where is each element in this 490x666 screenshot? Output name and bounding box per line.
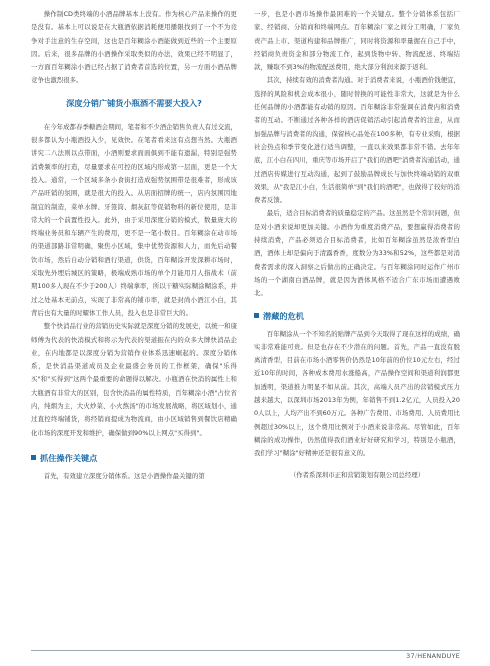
page-number: 37 xyxy=(406,652,415,660)
right-column xyxy=(254,8,460,482)
spacer xyxy=(31,440,237,452)
spacer xyxy=(31,88,237,97)
intro-paragraph: 操作制CD类终端的小酒品牌基本上没有。作为核心产品来操作的更是没有。基本上可以说是在大瓶酒依据消耗便用播限找到了一个不为竞争对手注意的生存空间，这也是百年糊涂小酒能做到近些的一个主要原因。后来，很多品牌的小酒操作采取类似的办法，效果已经不明显了，一方面百年糊涂小酒已经占据了消费者首选的位置，另一方面小酒品牌竞争也激烈很多。 xyxy=(31,10,237,85)
section-heading-distribution: 深度分销广铺货小瓶酒不需要大投入? xyxy=(66,97,202,108)
body-paragraph: 首先，有效建立深度分销体系。这是小酒操作最关键的第 xyxy=(43,471,205,480)
body-paragraph: 百年糊涂从一个不知名的贴牌产品到今天取得了现在这样的成绩，确实非常难能可贵。但是也存在不少潜在的问题。首先，产品一直没有脱离清香型，目前在市场小酒零售价仍然是10年前的价位10元左右，经过近10年的时间，各种成本费用水涨船高，产品操作空间和渠道利润都更加透明，渠道推力明显不如从前。其次，高端人员产出的营销模式压力越来越大，以深圳市场2013年为例，年销售不到1.2亿元，人员投入200人以上，人均产出不到60万元。各种广告费用、市场费用、人员费用比例超过30%以上，这个费用比例对于小酒来说非常高。尽管如此，百年糊涂的成功操作，仍然值得我们酒业好好研究和学习，特别是小瓶酒，我们学习"糊涂"好精神还是很有意义的。 xyxy=(254,329,461,458)
heading-bullet-icon xyxy=(31,455,36,460)
body-paragraph: 其次，持续有效的消费者沟通。对于消费者来说，小瓶酒价钱便宜，选择的风险和机会成本很小，随时替换的可能性非常大，这就是为什么任何品牌的小酒都能有动销的原因。百年糊涂非常强调在消费内和消费者的互动。不断通过各种各样的酒店促销活动引起消费者的注意，从而加强品牌与消费者的沟通，保留核心品处在100多种，有专业采购，根据社会热点和季节变化进行适当调整，一直以来效果都非常不错。去年年底，江小白在四川，重庆等市场开启了"我们的酒吧"消费者沟通活动，通过酒店传媒进行互动沟通，起到了鼓励品牌成长与加快终端动销的双重效果，从"我是江小白，生活很简单"到"我们的酒吧"，也做得了较好的消费者反馈。 xyxy=(254,76,461,205)
footer-rule xyxy=(31,650,460,651)
section-heading-key-points-text: 抓住操作关键点 xyxy=(40,452,98,463)
section-heading-crisis-text: 潜藏的危机 xyxy=(263,310,304,321)
page-footer xyxy=(406,652,460,660)
author-byline: （作者系深圳市正和营销策划有限公司总经理） xyxy=(289,470,425,479)
magazine-name: HENANDUYE xyxy=(417,652,460,660)
footer-separator: / xyxy=(414,652,418,660)
spacer xyxy=(254,301,460,310)
heading-bullet-icon xyxy=(254,313,259,318)
spacer xyxy=(31,110,237,121)
spacer xyxy=(254,461,460,469)
body-paragraph-continued: 一步，也是小酒市场操作最困难的一个关键点。整个分销体系包括厂家、经销商、分销商和终端网点。百年糊涂厂家之间分工明确，厂家负责产品上市、渠道构建和品牌推广，同时将资源和率量握在自己手中，经销商负责资金和部分物流工作，起到货物中转、物流配送、终端结款，赚取不到3%的物流配送费用，绝大部分利润来源于返利。 xyxy=(254,10,460,72)
section-heading-crisis xyxy=(254,310,460,323)
body-paragraph: 在今年成都春季糖酒会期间，笔者和不少酒企销售负责人有过交流，很多都认为小瓶酒投入少，见效快。在笔者看来这有点想当然。大瓶酒讲究二八法则以点带面，小酒则要求面面俱到不能有遗漏，特别是强势消费频率的打造，尽量要求在可控的区域内形成第一层面，更是一个大投入。通常，一个区域多条小食街打造成强势氛围带是很难者，形成该产品旺销的氛围，就是很大的投入。从店面招牌的统一，店内氛围因地制宜的制造，菜单水牌、牙签筒、烟灰缸等促销物料的新位使用，是非常大的一个前置性投入。此外，由于采用深度分销的模式，数量庞大的终端业务员和车辆产生的费用，更不是一笔小数目。百年糊涂在动市场的渠道部路非常明确，聚焦小区域，集中优势资源和人力，而先后动餐饮市场，然后自动分销和酒行渠道，供货，百年糊涂开发深耕市场时，采取先外埋后城区的策略，极端成熟市场的单个月能用月人指战术（前期100多人现在不少于200人）终端拿率，所以干糖实际糊涂糊涂系，并过之处基本无前点，实现了非常高的铺市率，就是封尚小酒江小白，其背后也有大量的时耀体工作人员，投入也是非常巨大的。 xyxy=(31,122,238,317)
left-column xyxy=(31,8,237,483)
section-heading-key-points xyxy=(31,452,237,465)
body-paragraph: 最后，适合目标消费者的质量稳定的产品。这虽然是个常识问题，但是对小酒来说却更加关键。小酒作为重度消费产品，要想赢得消费者的持续消费，产品必须适合目标消费者，比如百年糊涂虽然是浓香型白酒，酒体上却是偏向于清露香香，度数分为33%和52%，这些都是对消费者需求的深入洞察之后做出的正确决定。与百年糊涂同时运作广州市场的一个湖南白酒品牌，就是因为酒体风格不适合广东市场而遭遇败北。 xyxy=(254,209,461,298)
body-paragraph: 整个快消品行业的营销历史实际就是深度分销的发展史，以统一和康师傅为代表的快消模式和将示为代表的渠道振在内的众多大牌快消品企业，在内地都是以深度分销为营销作业体系迅速崛起的。深度分销体系，是快消品渠道成员及企业最盛会务员的工作框架，确保"乐得买"和"买得到"这两个最重要的命题得以解决。小瓶酒在快消的属性上和大瓶酒有非常大的区别，包含快消品的属性特质，百年糊涂小酒"占位省内，纯烟为主，大火炒菜、小火熬汤"的市场发展战略，将区域划小，通过直控终端铺货，将经销商提成为物流商，由小区域销售到餐饮店精确化市场的深度开发和维护，确保做到90%以上网点"买得到"。 xyxy=(31,322,238,437)
